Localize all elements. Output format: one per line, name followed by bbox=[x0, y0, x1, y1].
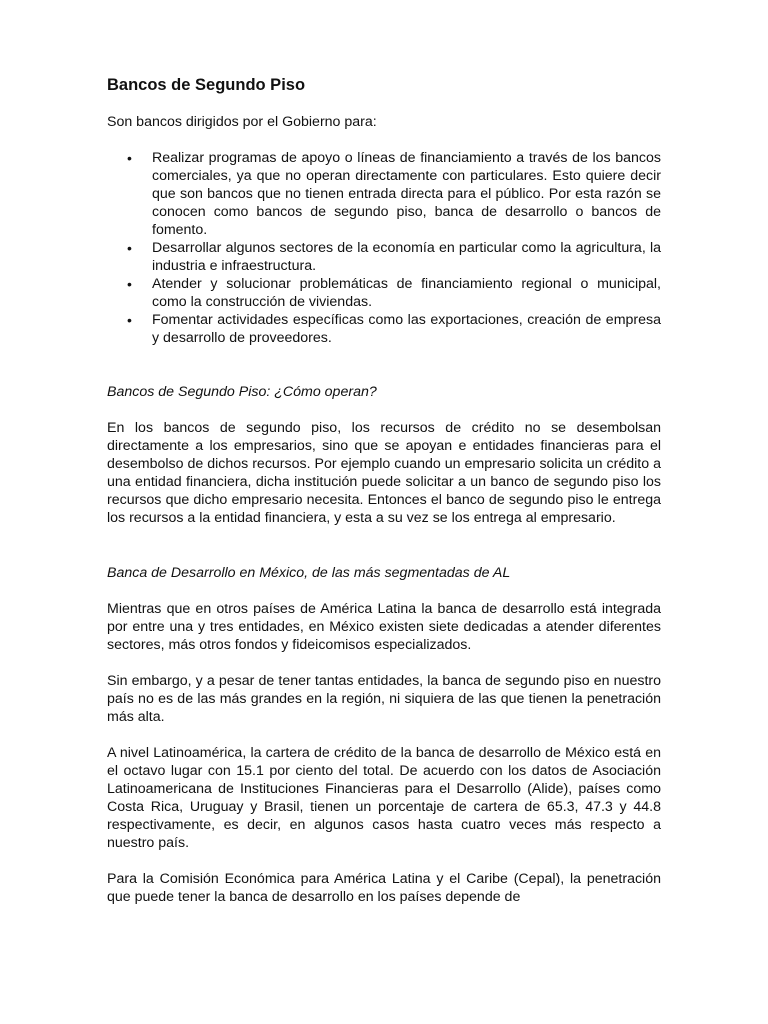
list-item-text: Realizar programas de apoyo o líneas de financiamiento a través de los bancos comerciales, ya que no operan directamente con particulares. Esto quiere decir que son bancos que no tienen entrada directa para el público. Por esta razón se conocen como bancos de segundo piso, banca de desarrollo o bancos de fomento. bbox=[152, 150, 661, 238]
document-page bbox=[107, 74, 661, 906]
document-title: Bancos de Segundo Piso bbox=[107, 76, 306, 94]
intro-paragraph: Son bancos dirigidos por el Gobierno para: bbox=[107, 114, 377, 130]
section-heading-operation: Bancos de Segundo Piso: ¿Cómo operan? bbox=[107, 384, 377, 400]
paragraph-mexico-2: Sin embargo, y a pesar de tener tantas entidades, la banca de segundo piso en nuestro país no es de las más grandes en la región, ni siquiera de las que tienen la penetración más alta. bbox=[107, 673, 661, 725]
list-item-text: Fomentar actividades específicas como las exportaciones, creación de empresa y desarrollo de proveedores. bbox=[152, 312, 661, 346]
paragraph-mexico-3: A nivel Latinoamérica, la cartera de crédito de la banca de desarrollo de México está en el octavo lugar con 15.1 por ciento del total. De acuerdo con los datos de Asociación Latinoamericana de Instituciones Financieras para el Desarrollo (Alide), países como Costa Rica, Uruguay y Brasil, tienen un porcentaje de cartera de 65.3, 47.3 y 44.8 respectivamente, es decir, en algunos casos hasta cuatro veces más respecto a nuestro país. bbox=[107, 745, 661, 851]
paragraph-operation: En los bancos de segundo piso, los recursos de crédito no se desembolsan directamente a los empresarios, sino que se apoyan e entidades financieras para el desembolso de dichos recursos. Por ejemplo cuando un empresario solicita un crédito a una entidad financiera, dicha institución puede solicitar a un banco de segundo piso los recursos que dicho empresario necesita. Entonces el banco de segundo piso le entrega los recursos a la entidad financiera, y esta a su vez se los entrega al empresario. bbox=[107, 420, 661, 526]
list-item-text: Desarrollar algunos sectores de la economía en particular como la agricultura, la industria e infraestructura. bbox=[152, 240, 661, 274]
bullet-icon: • bbox=[127, 312, 132, 328]
bullet-list bbox=[107, 149, 661, 347]
paragraph-mexico-1: Mientras que en otros países de América Latina la banca de desarrollo está integrada por entre una y tres entidades, en México existen siete dedicadas a atender diferentes sectores, más otros fondos y fideicomisos especializados. bbox=[107, 601, 661, 653]
bullet-icon: • bbox=[127, 150, 132, 166]
bullet-icon: • bbox=[127, 276, 132, 292]
paragraph-mexico-4: Para la Comisión Económica para América Latina y el Caribe (Cepal), la penetración que puede tener la banca de desarrollo en los países depende de bbox=[107, 871, 661, 905]
bullet-icon: • bbox=[127, 240, 132, 256]
list-item bbox=[107, 275, 661, 311]
list-item bbox=[107, 149, 661, 239]
section-heading-mexico: Banca de Desarrollo en México, de las más segmentadas de AL bbox=[107, 565, 511, 581]
list-item bbox=[107, 239, 661, 275]
list-item bbox=[107, 311, 661, 347]
list-item-text: Atender y solucionar problemáticas de financiamiento regional o municipal, como la construcción de viviendas. bbox=[152, 276, 661, 310]
